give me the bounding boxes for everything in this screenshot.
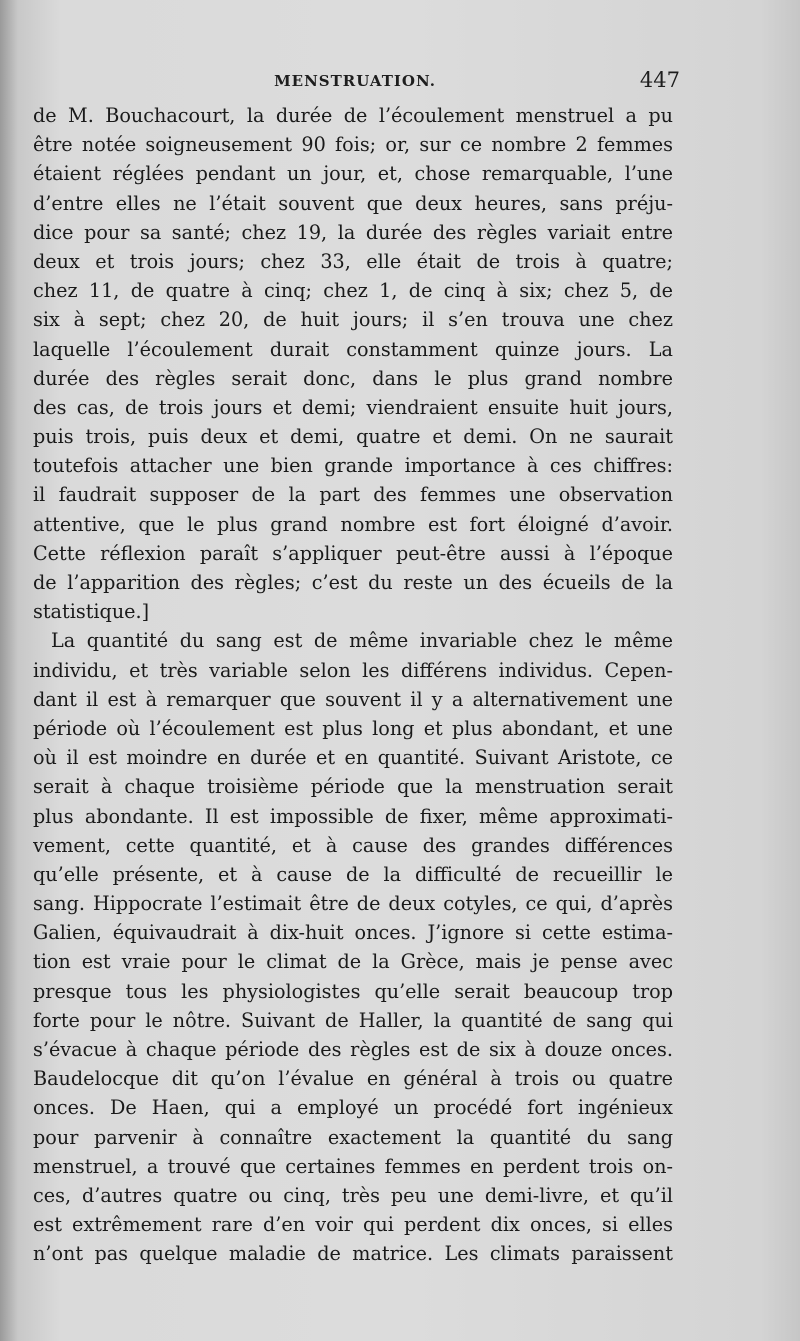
text-line: des cas, de trois jours et demi; viendraient ensuite huit jours, [33,395,673,419]
text-line: six à sept; chez 20, de huit jours; il s’en trouva une chez [33,308,673,332]
text-line: dice pour sa santé; chez 19, la durée des règles variait entre [33,220,673,244]
text-line: pour parvenir à connaître exactement la quantité du sang [33,1125,673,1149]
text-line: presque tous les physiologistes qu’elle serait beaucoup trop [33,979,673,1003]
text-line: il faudrait supposer de la part des femmes une observation [33,483,673,507]
text-line: vement, cette quantité, et à cause des grandes différences [33,833,673,857]
page-number: 447 [639,68,680,92]
text-line: d’entre elles ne l’était souvent que deux heures, sans préju- [33,191,673,215]
text-line: puis trois, puis deux et demi, quatre et demi. On ne saurait [33,425,673,449]
text-line: de l’apparition des règles; c’est du reste un des écueils de la [33,571,673,594]
text-line: La quantité du sang est de même invariable chez le même [51,629,673,653]
text-line: dant il est à remarquer que souvent il y a alternativement une [33,687,673,711]
text-line: laquelle l’écoulement durait constamment quinze jours. La [33,337,673,361]
text-line: plus abondante. Il est impossible de fixer, même approximati- [33,804,673,828]
text-line: serait à chaque troisième période que la menstruation serait [33,775,673,799]
text-line: toutefois attacher une bien grande importance à ces chiffres: [33,454,673,478]
text-line: menstruel, a trouvé que certaines femmes en perdent trois on- [33,1154,673,1178]
text-line: ces, d’autres quatre ou cinq, très peu une demi-livre, et qu’il [33,1183,673,1207]
text-line: tion est vraie pour le climat de la Grèce, mais je pense avec [33,950,673,974]
text-line: sang. Hippocrate l’estimait être de deux cotyles, ce qui, d’après [33,892,673,916]
text-line: Galien, équivaudrait à dix-huit onces. J’ignore si cette estima- [33,921,673,945]
text-line: individu, et très variable selon les différens individus. Cepen- [33,658,673,682]
text-line: statistique.] [33,600,150,624]
text-line: s’évacue à chaque période des règles est de six à douze onces. [33,1038,673,1061]
running-head: MENSTRUATION. [274,72,436,90]
text-line: où il est moindre en durée et en quantité. Suivant Aristote, ce [33,746,673,770]
text-line: attentive, que le plus grand nombre est fort éloigné d’avoir. [33,512,673,536]
page-header [30,68,680,94]
text-line: chez 11, de quatre à cinq; chez 1, de cinq à six; chez 5, de [33,279,673,303]
text-line: deux et trois jours; chez 33, elle était de trois à quatre; [33,249,673,273]
body-text [33,101,673,1269]
text-line: période où l’écoulement est plus long et plus abondant, et une [33,716,673,740]
text-line: forte pour le nôtre. Suivant de Haller, la quantité de sang qui [33,1008,673,1032]
text-line: étaient réglées pendant un jour, et, chose remarquable, l’une [33,162,673,186]
text-line: onces. De Haen, qui a employé un procédé fort ingénieux [33,1096,673,1120]
text-line: Cette réflexion paraît s’appliquer peut-être aussi à l’époque [33,541,673,565]
text-line: durée des règles serait donc, dans le plus grand nombre [33,366,673,390]
text-line: n’ont pas quelque maladie de matrice. Les climats paraissent [33,1242,673,1266]
text-line: de M. Bouchacourt, la durée de l’écoulement menstruel a pu [33,104,673,127]
text-line: qu’elle présente, et à cause de la difficulté de recueillir le [33,862,673,886]
text-line: est extrêmement rare d’en voir qui perdent dix onces, si elles [33,1213,673,1237]
text-line: Baudelocque dit qu’on l’évalue en général à trois ou quatre [33,1067,673,1091]
text-line: être notée soigneusement 90 fois; or, sur ce nombre 2 femmes [33,133,673,157]
